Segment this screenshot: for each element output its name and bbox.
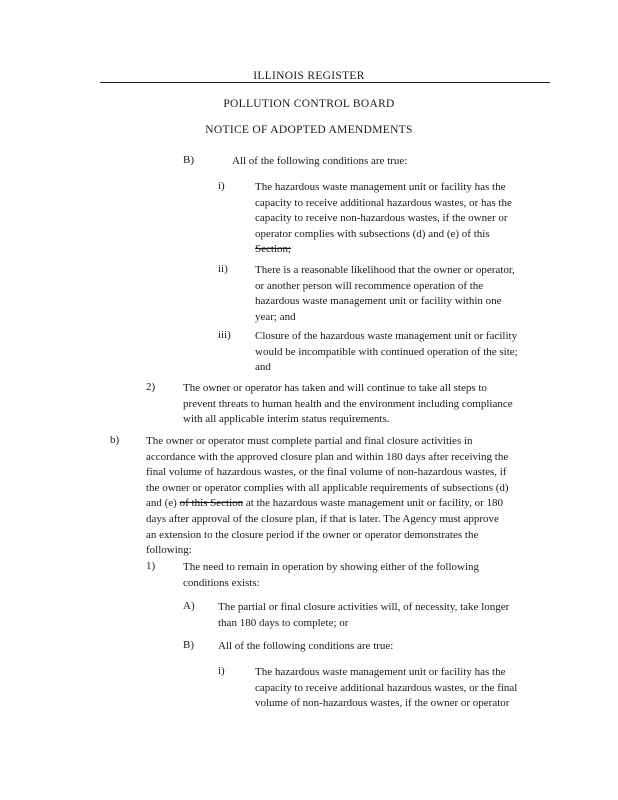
paragraph [146,434,546,559]
item-marker: i) [218,180,225,192]
text-line: There is a reasonable likelihood that the owner or operator, [255,264,515,276]
item-marker: iii) [218,329,231,341]
text-line: The need to remain in operation by showing either of the following [183,561,480,573]
board-title: POLLUTION CONTROL BOARD [223,98,395,110]
item-marker: B) [183,639,194,651]
text-line: would be incompatible with continued operation of the site; [255,345,518,358]
paragraph [183,560,543,591]
text-line: The owner or operator must complete partial and final closure activities in [146,435,473,447]
text-line: with all applicable interim status requirements. [183,413,390,426]
text-line: capacity to receive non-hazardous wastes, if the owner or [255,212,508,225]
text-line: and (e) of this Section at the hazardous waste management unit or facility, or 180 [146,497,503,510]
paragraph [255,180,545,258]
header-rule [100,82,550,83]
text-line: following: [146,544,192,557]
text-line: The owner or operator has taken and will continue to take all steps to [183,382,487,394]
text-line: All of the following conditions are true: [232,155,408,167]
item-marker: i) [218,665,225,677]
text-line: conditions exists: [183,576,260,589]
text-line: than 180 days to complete; or [218,616,349,629]
paragraph [232,154,532,170]
text-line: final volume of hazardous wastes, or the final volume of non-hazardous wastes, if [146,466,507,479]
text-line: Closure of the hazardous waste management unit or facility [255,330,518,342]
item-marker: b) [110,434,120,446]
text-line: capacity to receive additional hazardous wastes, or the final [255,681,518,694]
text-line: The hazardous waste management unit or facility has the [255,666,506,678]
text-line: or another person will recommence operation of the [255,279,484,292]
text-line: days after approval of the closure plan, if that is later. The Agency must approve [146,512,499,525]
text-line: volume of non-hazardous wastes, if the owner or operator [255,697,510,710]
text-line: All of the following conditions are true: [218,640,394,652]
text-line: an extension to the closure period if the owner or operator demonstrates the [146,528,479,541]
text-line: The partial or final closure activities will, of necessity, take longer [218,601,510,613]
notice-title: NOTICE OF ADOPTED AMENDMENTS [205,124,413,136]
text-line: operator complies with subsections (d) and (e) of this [255,227,490,240]
item-marker: ii) [218,263,228,275]
paragraph [218,639,518,655]
text-line: The hazardous waste management unit or facility has the [255,181,506,193]
paragraph [218,600,548,631]
struck-text-line: Section; [255,243,292,256]
text-line: capacity to receive additional hazardous wastes, or has the [255,196,512,209]
item-marker: 1) [146,560,156,572]
paragraph [183,381,548,428]
text-line: and [255,361,271,374]
register-title: ILLINOIS REGISTER [253,70,365,82]
text-line: accordance with the approved closure plan and within 180 days after receiving the [146,450,509,463]
struck-phrase: of this Section [179,497,244,510]
text-line: prevent threats to human health and the environment including compliance [183,397,513,410]
paragraph [255,665,545,712]
item-marker: 2) [146,381,156,393]
item-marker: A) [183,600,195,612]
paragraph [255,263,545,325]
item-marker: B) [183,154,194,166]
text-line: year; and [255,310,296,323]
paragraph [255,329,545,376]
text-line: hazardous waste management unit or facility within one [255,295,502,308]
text-line: the owner or operator complies with all applicable requirements of subsections (d) [146,481,509,494]
